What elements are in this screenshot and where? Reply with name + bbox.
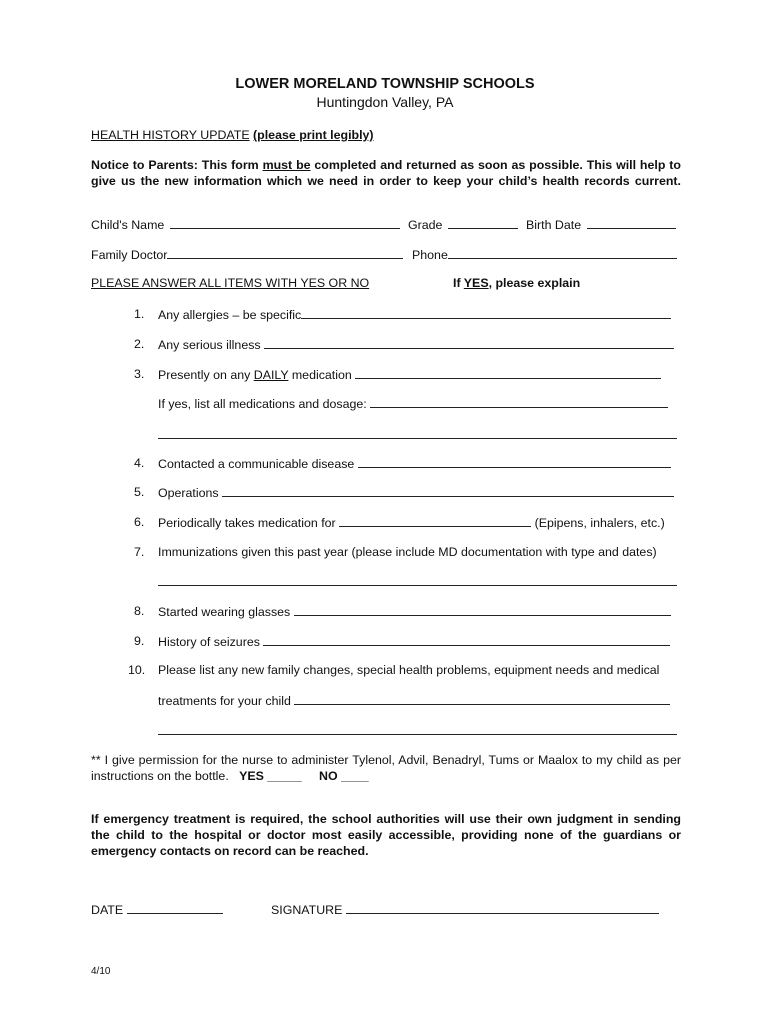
child-name-row xyxy=(91,217,400,232)
medications-answer[interactable] xyxy=(370,396,668,408)
date-label: DATE xyxy=(91,903,124,917)
question-7-line xyxy=(158,574,677,589)
if-suffix: , please explain xyxy=(488,276,581,290)
question-3-answer[interactable] xyxy=(355,367,661,379)
notice-emphasis: must be xyxy=(262,158,311,172)
birth-date-label: Birth Date xyxy=(526,218,582,232)
date-row xyxy=(91,902,223,917)
question-2 xyxy=(158,337,674,352)
question-number: 5. xyxy=(134,485,145,499)
treatments-answer[interactable] xyxy=(294,693,670,705)
phone-label: Phone xyxy=(412,248,448,262)
form-heading xyxy=(91,128,374,142)
question-number: 10. xyxy=(128,663,146,677)
notice-paragraph xyxy=(91,157,681,189)
answer-instruction: PLEASE ANSWER ALL ITEMS WITH YES OR NO xyxy=(91,276,370,290)
revision-code: 4/10 xyxy=(91,966,111,977)
notice-suffix: completed and returned as soon as possible. This will help to give us the new information which we need in order to keep your child’s health records current. xyxy=(91,158,681,188)
question-number: 4. xyxy=(134,456,145,470)
if-yes: YES xyxy=(463,276,489,290)
page-title: LOWER MORELAND TOWNSHIP SCHOOLS xyxy=(235,76,535,92)
question-3 xyxy=(158,367,661,382)
question-7-text: Immunizations given this past year (please include MD documentation with type and dates) xyxy=(158,545,657,559)
question-3-pre: Presently on any xyxy=(158,368,254,382)
child-name-label: Child's Name xyxy=(91,218,165,232)
question-number: 6. xyxy=(134,515,145,529)
question-8-text: Started wearing glasses xyxy=(158,605,291,619)
question-9 xyxy=(158,634,670,649)
question-1-answer[interactable] xyxy=(301,307,671,319)
question-10-text: Please list any new family changes, special health problems, equipment needs and medical xyxy=(158,663,660,677)
question-8 xyxy=(158,604,671,619)
question-number: 1. xyxy=(134,307,145,321)
child-name-field[interactable] xyxy=(170,217,400,229)
treatments-row xyxy=(158,693,670,708)
signature-label: SIGNATURE xyxy=(271,903,343,917)
question-6-answer[interactable] xyxy=(339,515,531,527)
phone-row xyxy=(412,247,677,262)
family-doctor-row xyxy=(91,247,403,262)
question-number: 7. xyxy=(134,545,145,559)
grade-label: Grade xyxy=(408,218,443,232)
treatments-label: treatments for your child xyxy=(158,694,291,708)
question-3-emph: DAILY xyxy=(253,368,289,382)
medications-row xyxy=(158,396,668,411)
question-10 xyxy=(158,663,659,677)
notice-prefix: Notice to Parents: This form xyxy=(91,158,263,172)
date-field[interactable] xyxy=(127,902,223,914)
grade-field[interactable] xyxy=(448,217,518,229)
medications-answer-line-2[interactable] xyxy=(158,427,677,439)
family-doctor-label: Family Doctor xyxy=(91,248,168,262)
permission-no-field[interactable]: ____ xyxy=(341,769,369,783)
signature-field[interactable] xyxy=(346,902,659,914)
question-3-post: medication xyxy=(288,368,352,382)
if-prefix: If xyxy=(453,276,464,290)
question-number: 2. xyxy=(134,337,145,351)
question-2-answer[interactable] xyxy=(264,337,674,349)
question-7 xyxy=(158,545,657,559)
permission-yes-label: YES xyxy=(239,769,264,783)
grade-row xyxy=(408,217,518,232)
question-6 xyxy=(158,515,665,530)
question-1 xyxy=(158,307,671,322)
question-5 xyxy=(158,485,674,500)
question-4-answer[interactable] xyxy=(358,456,671,468)
question-number: 3. xyxy=(134,367,145,381)
question-1-text: Any allergies – be specific xyxy=(158,308,302,322)
question-8-answer[interactable] xyxy=(294,604,671,616)
emergency-paragraph: If emergency treatment is required, the school authorities will use their own judgment in sending the child to the hospital or doctor most easily accessible, providing none of the guardians or emergency contacts on record can be reached. xyxy=(91,812,681,858)
question-number: 8. xyxy=(134,604,145,618)
permission-yes-field[interactable]: _____ xyxy=(267,769,302,783)
form-heading-label: HEALTH HISTORY UPDATE xyxy=(91,128,250,142)
question-5-answer[interactable] xyxy=(222,485,674,497)
medications-label: If yes, list all medications and dosage: xyxy=(158,397,367,411)
treatments-continued xyxy=(158,723,677,738)
question-5-text: Operations xyxy=(158,486,219,500)
birth-date-row xyxy=(526,217,676,232)
permission-paragraph xyxy=(91,752,681,784)
question-4 xyxy=(158,456,671,471)
phone-field[interactable] xyxy=(448,247,677,259)
page-subtitle: Huntingdon Valley, PA xyxy=(316,94,454,110)
birth-date-field[interactable] xyxy=(587,217,676,229)
permission-no-label: NO xyxy=(319,769,338,783)
question-9-answer[interactable] xyxy=(263,634,670,646)
question-9-text: History of seizures xyxy=(158,635,260,649)
family-doctor-field[interactable] xyxy=(167,247,403,259)
medications-continued xyxy=(158,427,677,442)
question-6-text: Periodically takes medication for xyxy=(158,516,336,530)
question-7-answer[interactable] xyxy=(158,574,677,586)
question-4-text: Contacted a communicable disease xyxy=(158,457,355,471)
permission-text: ** I give permission for the nurse to administer Tylenol, Advil, Benadryl, Tums or Maalox to my child as per instructions on the bottle. xyxy=(91,753,681,783)
form-heading-note: (please print legibly) xyxy=(253,128,374,142)
question-number: 9. xyxy=(134,634,145,648)
explain-instruction xyxy=(453,276,580,290)
question-6-examples: (Epipens, inhalers, etc.) xyxy=(534,516,665,530)
question-2-text: Any serious illness xyxy=(158,338,261,352)
treatments-answer-line-2[interactable] xyxy=(158,723,677,735)
signature-row xyxy=(271,902,659,917)
